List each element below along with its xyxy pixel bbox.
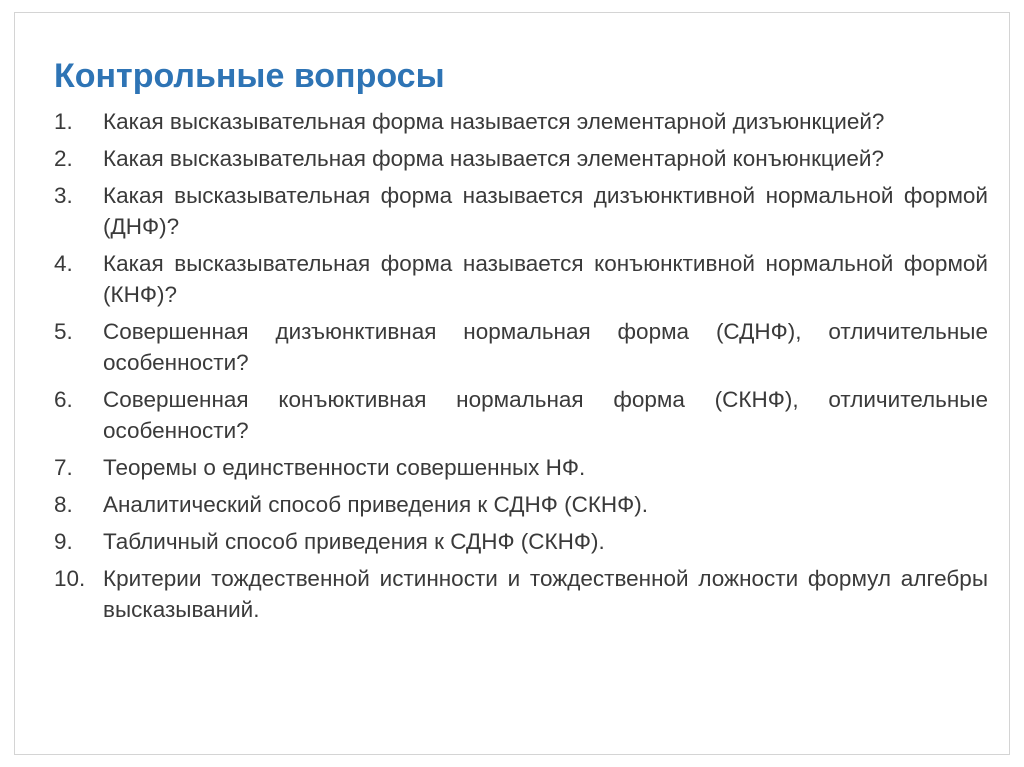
- question-number: 10.: [54, 566, 86, 591]
- question-text: Какая высказывательная форма называется конъюнктивной нормальной формой (КНФ)?: [103, 251, 988, 307]
- question-text: Критерии тождественной истинности и тождественной ложности формул алгебры высказываний.: [103, 566, 988, 622]
- question-number: 3.: [54, 183, 73, 208]
- question-item: [54, 248, 988, 310]
- question-number: 2.: [54, 146, 73, 171]
- question-item: [54, 452, 988, 483]
- question-text: Табличный способ приведения к СДНФ (СКНФ).: [103, 529, 605, 554]
- question-number: 1.: [54, 109, 73, 134]
- question-text: Теоремы о единственности совершенных НФ.: [103, 455, 586, 480]
- question-text: Какая высказывательная форма называется дизъюнктивной нормальной формой (ДНФ)?: [103, 183, 988, 239]
- question-item: [54, 180, 988, 242]
- question-item: [54, 143, 988, 174]
- question-text: Совершенная конъюктивная нормальная форма (СКНФ), отличительные особенности?: [103, 387, 988, 443]
- question-number: 5.: [54, 319, 73, 344]
- question-item: [54, 563, 988, 625]
- questions-list: [54, 106, 988, 631]
- question-number: 4.: [54, 251, 73, 276]
- question-text: Какая высказывательная форма называется элементарной дизъюнкцией?: [103, 109, 885, 134]
- question-number: 6.: [54, 387, 73, 412]
- question-item: [54, 106, 988, 137]
- question-item: [54, 489, 988, 520]
- question-text: Совершенная дизъюнктивная нормальная форма (СДНФ), отличительные особенности?: [103, 319, 988, 375]
- question-number: 9.: [54, 529, 73, 554]
- question-item: [54, 316, 988, 378]
- slide-title: Контрольные вопросы: [54, 57, 445, 95]
- question-item: [54, 384, 988, 446]
- question-number: 8.: [54, 492, 73, 517]
- question-number: 7.: [54, 455, 73, 480]
- question-text: Аналитический способ приведения к СДНФ (СКНФ).: [103, 492, 649, 517]
- question-item: [54, 526, 988, 557]
- question-text: Какая высказывательная форма называется элементарной конъюнкцией?: [103, 146, 884, 171]
